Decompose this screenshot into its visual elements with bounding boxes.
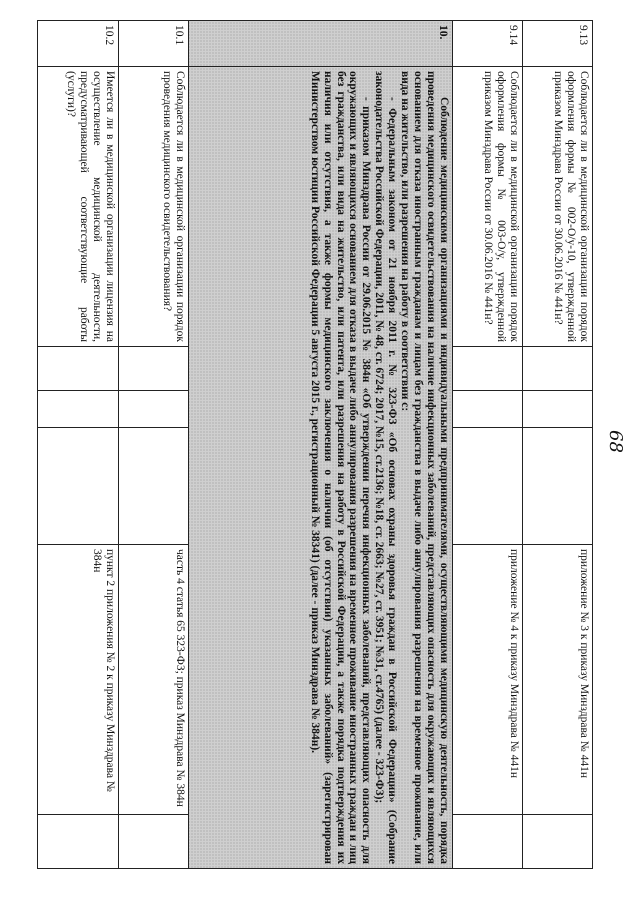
empty-cell [452, 347, 522, 391]
question-cell: Имеется ли в медицинской организации лицензия на осуществление медицинской деятельности, предусматривающей соответствующие работы (услуги)? [38, 67, 119, 347]
table-row [452, 21, 522, 869]
reference-cell: пункт 2 приложения № 2 к приказу Минздрава № 384н [38, 545, 119, 815]
empty-cell [452, 391, 522, 428]
empty-cell [119, 428, 189, 545]
empty-cell [522, 815, 592, 869]
row-number: 9.14 [452, 21, 522, 67]
section-paragraph: - Федеральным законом от 21 ноября 2011 г. № 323-ФЗ «Об основах охраны здоровья граждан в Российской Федерации» (Собрание законодательства Российской Федерации, 2011, № 48, ст. 6724; 2017, №15, ст.2136; №18, ст. 2663; №27, ст. 3951; №31, ст.4765) (далее - 323-ФЗ); [373, 71, 399, 864]
empty-cell [38, 815, 119, 869]
question-cell: Соблюдается ли в медицинской организации порядок проведения медицинского освидетельствования? [119, 67, 189, 347]
question-cell: Соблюдается ли в медицинской организации порядок оформления формы № 002-О/у-10, утвержденной приказом Минздрава России от 30.06.2016 № 441н? [522, 67, 592, 347]
empty-cell [522, 391, 592, 428]
empty-cell [119, 391, 189, 428]
table-row [119, 21, 189, 869]
empty-cell [522, 347, 592, 391]
empty-cell [452, 815, 522, 869]
table-row [38, 21, 119, 869]
row-number: 9.13 [522, 21, 592, 67]
table-row [522, 21, 592, 869]
question-cell: Соблюдается ли в медицинской организации порядок оформления формы № 003-О/у, утвержденной приказом Минздрава России от 30.06.2016 № 441н? [452, 67, 522, 347]
section-paragraph: Соблюдение медицинскими организациями и индивидуальными предпринимателями, осуществляющими медицинскую деятельность, порядка проведения медицинского освидетельствования на наличие инфекционных заболеваний, представляющих опасность для окружающих и являющихся основанием для отказа иностранным гражданам и лицам без гражданства в выдаче либо аннулирования разрешения на временное проживание, или вида на жительство, или разрешения на работу в соответствии с: [398, 71, 450, 864]
empty-cell [522, 428, 592, 545]
empty-cell [452, 428, 522, 545]
empty-cell [38, 347, 119, 391]
checklist-table [37, 20, 593, 869]
reference-cell: часть 4 статья 65 323-ФЗ; приказ Минздрава № 384н [119, 545, 189, 815]
empty-cell [119, 347, 189, 391]
table-row-section [189, 21, 452, 869]
section-number: 10. [189, 21, 452, 67]
section-paragraph: - приказом Минздрава России от 29.06.2015 № 384н «Об утверждении перечня инфекционных заболеваний, представляющих опасность для окружающих и являющихся основанием для отказа в выдаче либо аннулирования разрешения на временное проживание иностранных граждан и лиц без гражданства, или вида на жительство, или патента, или разрешения на работу в Российской Федерации, а также порядка подтверждения их наличия или отсутствия, а также формы медицинского заключения о наличии (об отсутствии) указанных заболеваний» (зарегистрирован Министерством юстиции Российской Федерации 5 августа 2015 г., регистрационный № 38341) (далее - приказ Минздрава № 384н). [308, 71, 373, 864]
reference-cell: приложение № 3 к приказу Минздрава № 441н [522, 545, 592, 815]
empty-cell [38, 391, 119, 428]
page-number: 68 [605, 430, 626, 453]
empty-cell [119, 815, 189, 869]
section-description [189, 67, 452, 869]
row-number: 10.1 [119, 21, 189, 67]
empty-cell [38, 428, 119, 545]
row-number: 10.2 [38, 21, 119, 67]
reference-cell: приложение № 4 к приказу Минздрава № 441н [452, 545, 522, 815]
